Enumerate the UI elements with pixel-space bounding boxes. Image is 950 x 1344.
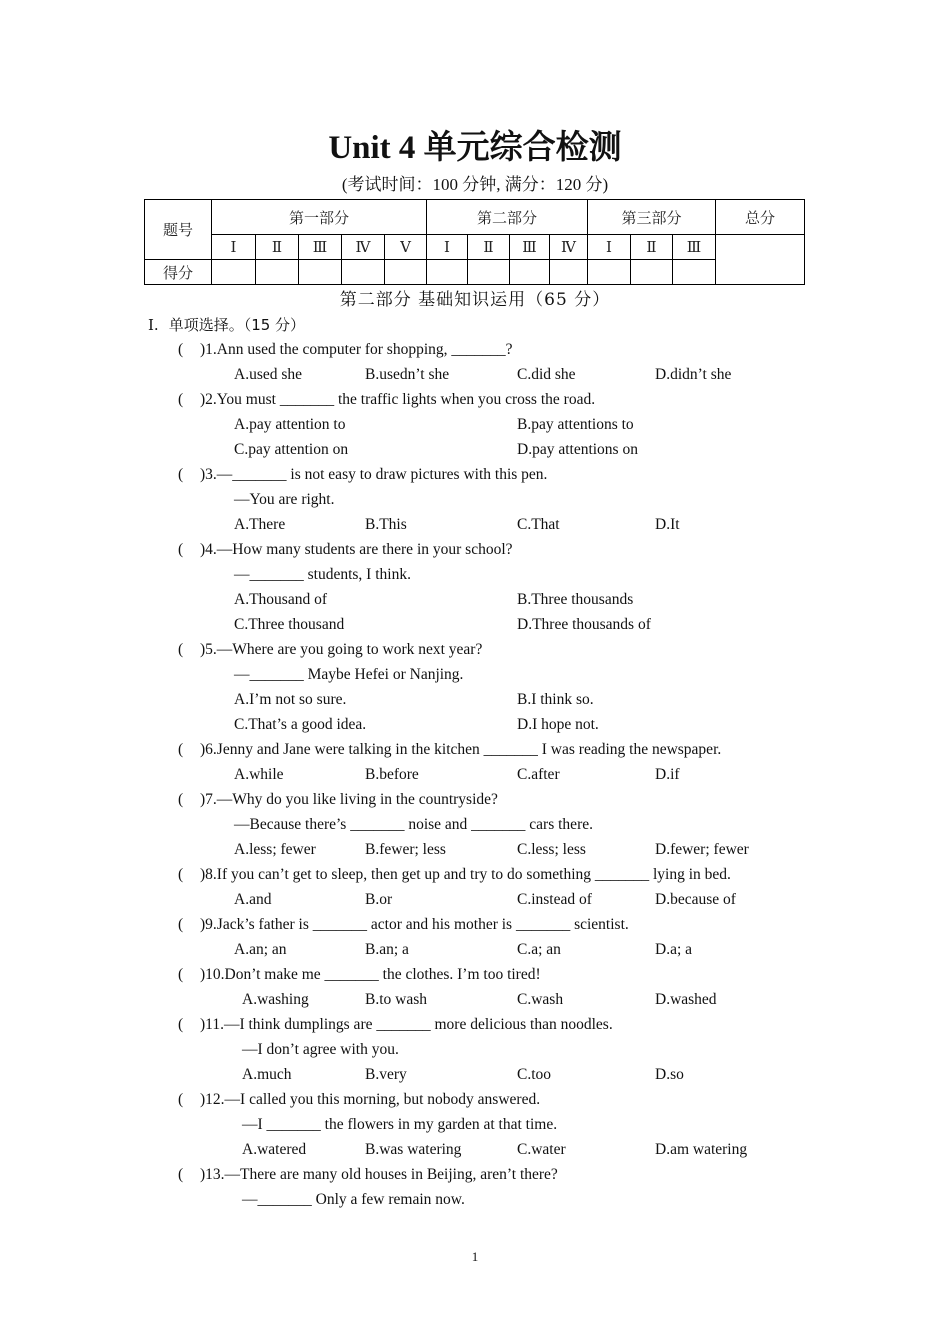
option-b[interactable]: B.This bbox=[365, 516, 407, 533]
question-item bbox=[178, 787, 818, 862]
part-2-col: Ⅰ bbox=[427, 235, 468, 260]
answer-blank[interactable]: ( bbox=[178, 791, 184, 808]
answer-blank[interactable]: ( bbox=[178, 741, 184, 758]
part-3-header: 第三部分 bbox=[588, 200, 716, 235]
question-item bbox=[178, 1087, 818, 1162]
option-a[interactable]: A.and bbox=[234, 891, 272, 908]
total-score-cell[interactable] bbox=[716, 235, 805, 285]
section-heading bbox=[148, 315, 305, 335]
option-a[interactable]: A.much bbox=[242, 1066, 292, 1083]
score-cell[interactable] bbox=[673, 260, 716, 285]
score-cell[interactable] bbox=[468, 260, 510, 285]
option-b[interactable]: B.an; a bbox=[365, 941, 409, 958]
answer-blank[interactable]: ( bbox=[178, 1166, 184, 1183]
option-d[interactable]: D.pay attentions on bbox=[517, 441, 638, 458]
question-reply: —I don’t agree with you. bbox=[242, 1041, 399, 1058]
option-c[interactable]: C.after bbox=[517, 766, 560, 783]
part-1-col: Ⅳ bbox=[342, 235, 385, 260]
question-stem: )4.—How many students are there in your school? bbox=[200, 541, 513, 558]
total-header: 总分 bbox=[716, 200, 805, 235]
question-item bbox=[178, 637, 818, 737]
score-cell[interactable] bbox=[631, 260, 673, 285]
option-c[interactable]: C.wash bbox=[517, 991, 564, 1008]
part-2-col: Ⅱ bbox=[468, 235, 510, 260]
score-cell[interactable] bbox=[588, 260, 631, 285]
question-reply: —You are right. bbox=[234, 491, 335, 508]
option-d[interactable]: D.so bbox=[655, 1066, 684, 1083]
answer-blank[interactable]: ( bbox=[178, 466, 184, 483]
question-reply: —_______ Maybe Hefei or Nanjing. bbox=[234, 666, 464, 683]
option-b[interactable]: B.or bbox=[365, 891, 393, 908]
section-label: 单项选择。（15 分） bbox=[168, 316, 306, 334]
question-item bbox=[178, 737, 818, 787]
question-stem: )11.—I think dumplings are _______ more delicious than noodles. bbox=[200, 1016, 613, 1033]
question-reply: —I _______ the flowers in my garden at that time. bbox=[242, 1116, 558, 1133]
part-3-col: Ⅱ bbox=[631, 235, 673, 260]
score-cell[interactable] bbox=[299, 260, 342, 285]
option-c[interactable]: C.Three thousand bbox=[234, 616, 345, 633]
option-a[interactable]: A.Thousand of bbox=[234, 591, 327, 608]
part-3-col: Ⅲ bbox=[673, 235, 716, 260]
option-c[interactable]: C.a; an bbox=[517, 941, 561, 958]
question-stem: )10.Don’t make me _______ the clothes. I’m too tired! bbox=[200, 966, 541, 983]
option-d[interactable]: D.am watering bbox=[655, 1141, 748, 1158]
answer-blank[interactable]: ( bbox=[178, 341, 184, 358]
question-reply: —_______ students, I think. bbox=[234, 566, 411, 583]
question-stem: )1.Ann used the computer for shopping, _______? bbox=[200, 341, 513, 358]
answer-blank[interactable]: ( bbox=[178, 641, 184, 658]
option-a[interactable]: A.washing bbox=[242, 991, 309, 1008]
page-title: Unit 4 单元综合检测 bbox=[328, 130, 622, 166]
question-item bbox=[178, 462, 818, 537]
option-c[interactable]: C.pay attention on bbox=[234, 441, 349, 458]
option-a[interactable]: A.an; an bbox=[234, 941, 287, 958]
option-a[interactable]: A.less; fewer bbox=[234, 841, 316, 858]
question-item bbox=[178, 537, 818, 637]
question-item bbox=[178, 1012, 818, 1087]
option-c[interactable]: C.water bbox=[517, 1141, 566, 1158]
option-d[interactable]: D.washed bbox=[655, 991, 717, 1008]
exam-info: (考试时间：100 分钟, 满分：120 分) bbox=[341, 175, 609, 194]
row-label-score: 得分 bbox=[145, 260, 212, 285]
row-label-number: 题号 bbox=[145, 200, 212, 260]
option-b[interactable]: B.was watering bbox=[365, 1141, 462, 1158]
option-b[interactable]: B.Three thousands bbox=[517, 591, 634, 608]
option-a[interactable]: A.while bbox=[234, 766, 284, 783]
option-c[interactable]: C.That bbox=[517, 516, 560, 533]
question-item bbox=[178, 912, 818, 962]
option-b[interactable]: B.to wash bbox=[365, 991, 427, 1008]
part-2-col: Ⅲ bbox=[510, 235, 550, 260]
option-b[interactable]: B.before bbox=[365, 766, 419, 783]
option-c[interactable]: C.That’s a good idea. bbox=[234, 716, 367, 733]
option-b[interactable]: B.very bbox=[365, 1066, 407, 1083]
question-reply: —Because there’s _______ noise and _______ cars there. bbox=[234, 816, 593, 833]
part-2-col: Ⅳ bbox=[550, 235, 588, 260]
question-stem: )12.—I called you this morning, but nobody answered. bbox=[200, 1091, 541, 1108]
part-1-col: Ⅴ bbox=[385, 235, 427, 260]
part-3-col: Ⅰ bbox=[588, 235, 631, 260]
answer-blank[interactable]: ( bbox=[178, 1016, 184, 1033]
page-number: 1 bbox=[471, 1249, 479, 1264]
answer-blank[interactable]: ( bbox=[178, 866, 184, 883]
question-stem: )2.You must _______ the traffic lights when you cross the road. bbox=[200, 391, 596, 408]
score-cell[interactable] bbox=[427, 260, 468, 285]
score-cell[interactable] bbox=[342, 260, 385, 285]
section-number: Ⅰ. bbox=[148, 316, 159, 334]
option-d[interactable]: D.didn’t she bbox=[655, 366, 732, 383]
score-cell[interactable] bbox=[256, 260, 299, 285]
part-1-col: Ⅲ bbox=[299, 235, 342, 260]
question-item bbox=[178, 1162, 818, 1212]
option-d[interactable]: D.I hope not. bbox=[517, 716, 599, 733]
option-d[interactable]: D.Three thousands of bbox=[517, 616, 651, 633]
answer-blank[interactable]: ( bbox=[178, 541, 184, 558]
question-item bbox=[178, 962, 818, 1012]
option-a[interactable]: A.There bbox=[234, 516, 286, 533]
part-1-col: Ⅱ bbox=[256, 235, 299, 260]
option-b[interactable]: B.I think so. bbox=[517, 691, 594, 708]
option-d[interactable]: D.fewer; fewer bbox=[655, 841, 749, 858]
option-b[interactable]: B.usedn’t she bbox=[365, 366, 450, 383]
option-d[interactable]: D.a; a bbox=[655, 941, 693, 958]
option-c[interactable]: C.too bbox=[517, 1066, 552, 1083]
question-stem: )7.—Why do you like living in the countryside? bbox=[200, 791, 498, 808]
answer-blank[interactable]: ( bbox=[178, 1091, 184, 1108]
option-c[interactable]: C.did she bbox=[517, 366, 576, 383]
answer-blank[interactable]: ( bbox=[178, 966, 184, 983]
question-item bbox=[178, 387, 818, 462]
part-1-header: 第一部分 bbox=[212, 200, 427, 235]
question-item bbox=[178, 862, 818, 912]
question-reply: —_______ Only a few remain now. bbox=[242, 1191, 465, 1208]
question-stem: )8.If you can’t get to sleep, then get up and try to do something _______ lying in bed. bbox=[200, 866, 731, 883]
question-stem: )3.—_______ is not easy to draw pictures with this pen. bbox=[200, 466, 548, 483]
score-cell[interactable] bbox=[385, 260, 427, 285]
option-d[interactable]: D.because of bbox=[655, 891, 736, 908]
part-heading: 第二部分 基础知识运用（65 分） bbox=[339, 290, 611, 310]
answer-blank[interactable]: ( bbox=[178, 391, 184, 408]
option-d[interactable]: D.if bbox=[655, 766, 680, 783]
part-2-header: 第二部分 bbox=[427, 200, 588, 235]
option-a[interactable]: A.pay attention to bbox=[234, 416, 346, 433]
option-d[interactable]: D.It bbox=[655, 516, 680, 533]
question-stem: )13.—There are many old houses in Beijing, aren’t there? bbox=[200, 1166, 558, 1183]
option-c[interactable]: C.less; less bbox=[517, 841, 586, 858]
question-stem: )9.Jack’s father is _______ actor and his mother is _______ scientist. bbox=[200, 916, 629, 933]
option-a[interactable]: A.used she bbox=[234, 366, 303, 383]
question-item bbox=[178, 337, 818, 387]
score-cell[interactable] bbox=[550, 260, 588, 285]
score-cell[interactable] bbox=[212, 260, 256, 285]
option-a[interactable]: A.watered bbox=[242, 1141, 307, 1158]
score-cell[interactable] bbox=[510, 260, 550, 285]
option-a[interactable]: A.I’m not so sure. bbox=[234, 691, 347, 708]
question-stem: )5.—Where are you going to work next year? bbox=[200, 641, 483, 658]
part-1-col: Ⅰ bbox=[212, 235, 256, 260]
option-b[interactable]: B.fewer; less bbox=[365, 841, 446, 858]
question-stem: )6.Jenny and Jane were talking in the kitchen _______ I was reading the newspaper. bbox=[200, 741, 722, 758]
option-c[interactable]: C.instead of bbox=[517, 891, 592, 908]
option-b[interactable]: B.pay attentions to bbox=[517, 416, 634, 433]
answer-blank[interactable]: ( bbox=[178, 916, 184, 933]
score-table bbox=[144, 199, 805, 285]
